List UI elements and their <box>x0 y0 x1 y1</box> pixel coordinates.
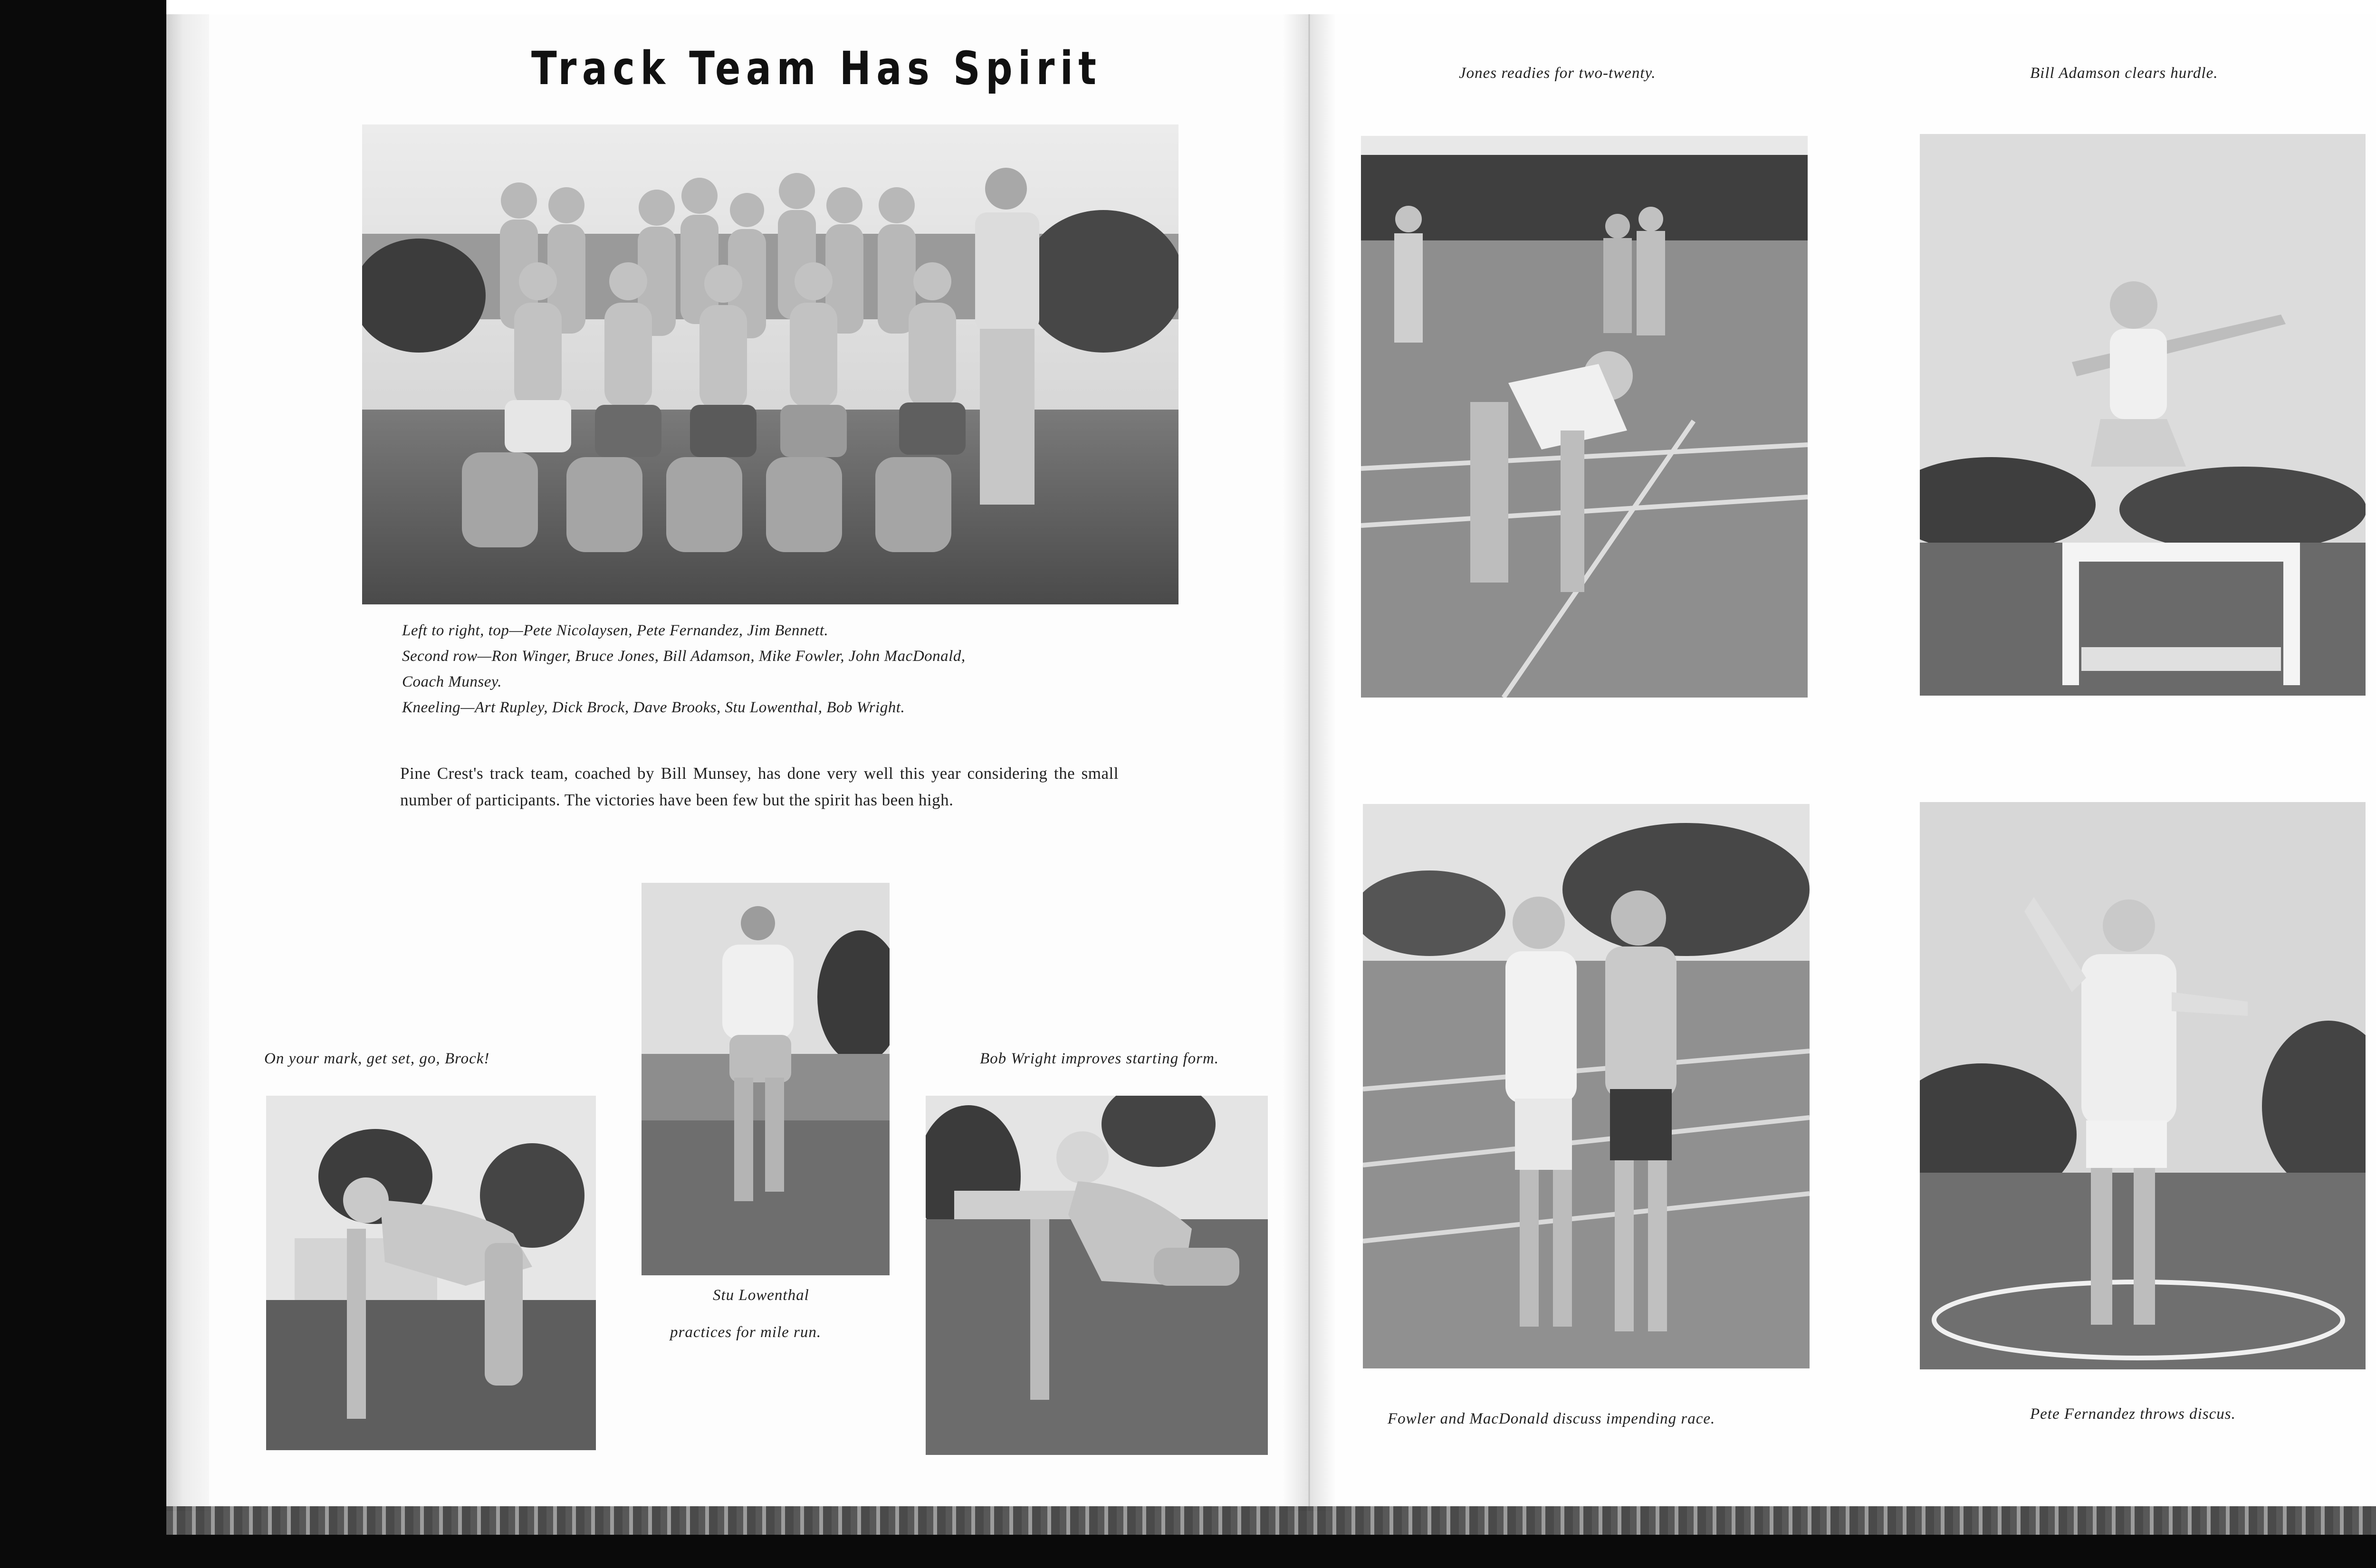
jones-caption: Jones readies for two-twenty. <box>1459 65 1656 82</box>
fernandez-caption: Pete Fernandez throws discus. <box>2030 1405 2236 1423</box>
scan-border-bottom <box>0 1535 2376 1568</box>
adamson-caption: Bill Adamson clears hurdle. <box>2030 65 2218 82</box>
book-spine <box>166 14 209 1511</box>
body-paragraph: Pine Crest's track team, coached by Bill Munsey, has done very well this year considering the small number of participants. The victories have been few but the spirit has been high. <box>400 764 1119 809</box>
stu-caption-2: practices for mile run. <box>670 1324 822 1341</box>
wright-photo <box>926 1096 1268 1455</box>
brock-photo <box>266 1096 596 1450</box>
names-top-row: Left to right, top—Pete Nicolaysen, Pete Fernandez, Jim Bennett. <box>402 622 829 639</box>
fernandez-photo <box>1920 802 2366 1369</box>
scan-border-left <box>0 0 166 1568</box>
fowler-caption: Fowler and MacDonald discuss impending race. <box>1388 1410 1715 1427</box>
page-title: Track Team Has Spirit <box>531 42 1102 95</box>
book-gutter <box>1283 14 1335 1511</box>
adamson-photo <box>1920 134 2366 696</box>
brock-caption: On your mark, get set, go, Brock! <box>264 1050 490 1067</box>
stu-photo <box>642 883 890 1275</box>
team-names <box>402 618 1172 720</box>
wright-caption: Bob Wright improves starting form. <box>980 1050 1219 1067</box>
names-second-row: Second row—Ron Winger, Bruce Jones, Bill Adamson, Mike Fowler, John MacDonald, <box>402 648 966 665</box>
stu-caption-1: Stu Lowenthal <box>713 1287 809 1304</box>
jones-photo <box>1361 136 1808 698</box>
fowler-photo <box>1363 804 1810 1368</box>
names-coach: Coach Munsey. <box>402 673 502 690</box>
team-photo <box>362 124 1178 604</box>
names-kneeling: Kneeling—Art Rupley, Dick Brock, Dave Brooks, Stu Lowenthal, Bob Wright. <box>402 699 905 716</box>
page-edge <box>166 1506 2376 1535</box>
